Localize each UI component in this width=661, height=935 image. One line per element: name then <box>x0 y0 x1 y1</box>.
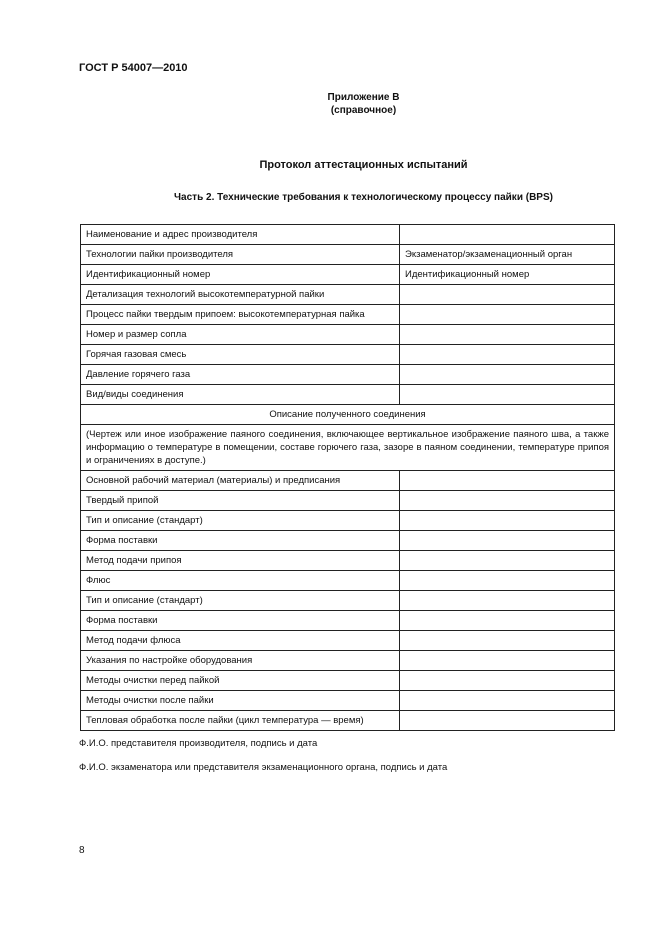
table-row <box>81 345 615 365</box>
table-bottom-section <box>81 471 615 731</box>
row-label-cell: Тепловая обработка после пайки (цикл температура — время) <box>81 711 400 731</box>
table-row <box>81 611 615 631</box>
row-value-cell[interactable] <box>400 305 615 325</box>
table-row <box>81 225 615 245</box>
row-value-cell[interactable] <box>400 611 615 631</box>
row-value-cell[interactable] <box>400 571 615 591</box>
table-row <box>81 285 615 305</box>
row-label-cell: Основной рабочий материал (материалы) и предписания <box>81 471 400 491</box>
protocol-title: Протокол аттестационных испытаний <box>259 159 468 171</box>
section-header-cell: Описание полученного соединения <box>81 405 615 425</box>
table-row <box>81 651 615 671</box>
row-label-cell: Тип и описание (стандарт) <box>81 591 400 611</box>
row-label-cell: Вид/виды соединения <box>81 385 400 405</box>
row-value-cell[interactable] <box>400 511 615 531</box>
table-row <box>81 511 615 531</box>
protocol-table <box>80 224 615 731</box>
table-row <box>81 305 615 325</box>
table-row <box>81 711 615 731</box>
row-value-cell[interactable] <box>400 385 615 405</box>
row-value-cell[interactable] <box>400 631 615 651</box>
row-label-cell: Горячая газовая смесь <box>81 345 400 365</box>
annex-heading <box>33 91 661 117</box>
annex-kind: (справочное) <box>330 105 397 116</box>
row-value-cell[interactable] <box>400 711 615 731</box>
table-row <box>81 425 615 471</box>
row-label-cell: Флюс <box>81 571 400 591</box>
row-label-cell: Методы очистки после пайки <box>81 691 400 711</box>
table-row <box>81 265 615 285</box>
row-value-cell[interactable] <box>400 691 615 711</box>
row-label-cell: Процесс пайки твердым припоем: высокотемпературная пайка <box>81 305 400 325</box>
row-label-cell: Наименование и адрес производителя <box>81 225 400 245</box>
manufacturer-signature-line: Ф.И.О. представителя производителя, подпись и дата <box>79 738 318 749</box>
row-value-cell[interactable] <box>400 365 615 385</box>
row-value-cell[interactable] <box>400 225 615 245</box>
row-label-cell: Детализация технологий высокотемпературной пайки <box>81 285 400 305</box>
protocol-subtitle: Часть 2. Технические требования к технологическому процессу пайки (BPS) <box>174 192 553 203</box>
row-label-cell: Технологии пайки производителя <box>81 245 400 265</box>
row-value-cell[interactable] <box>400 671 615 691</box>
row-value-cell[interactable]: Идентификационный номер <box>400 265 615 285</box>
page-number: 8 <box>79 845 85 856</box>
examiner-signature-line: Ф.И.О. экзаменатора или представителя экзаменационного органа, подпись и дата <box>79 762 448 773</box>
row-value-cell[interactable] <box>400 345 615 365</box>
table-row <box>81 325 615 345</box>
table-row <box>81 671 615 691</box>
row-value-cell[interactable] <box>400 531 615 551</box>
row-value-cell[interactable]: Экзаменатор/экзаменационный орган <box>400 245 615 265</box>
table-row <box>81 571 615 591</box>
table-row <box>81 385 615 405</box>
table-row <box>81 471 615 491</box>
table-middle-section <box>81 405 615 471</box>
row-label-cell: Давление горячего газа <box>81 365 400 385</box>
row-value-cell[interactable] <box>400 551 615 571</box>
table-row <box>81 591 615 611</box>
row-value-cell[interactable] <box>400 471 615 491</box>
row-label-cell: Форма поставки <box>81 611 400 631</box>
table-row <box>81 531 615 551</box>
row-value-cell[interactable] <box>400 651 615 671</box>
note-cell: (Чертеж или иное изображение паяного соединения, включающее вертикальное изображение паяного шва, а также информацию о температуре в помещении, составе горючего газа, зазоре в паяном соединении, температуре припоя и ограничениях в доступе.) <box>81 425 615 471</box>
row-label-cell: Форма поставки <box>81 531 400 551</box>
annex-title: Приложение В <box>327 92 400 103</box>
row-value-cell[interactable] <box>400 325 615 345</box>
table-top-section <box>81 225 615 405</box>
row-label-cell: Твердый припой <box>81 491 400 511</box>
row-value-cell[interactable] <box>400 285 615 305</box>
table-row <box>81 691 615 711</box>
row-label-cell: Указания по настройке оборудования <box>81 651 400 671</box>
row-value-cell[interactable] <box>400 591 615 611</box>
row-label-cell: Номер и размер сопла <box>81 325 400 345</box>
table-row <box>81 245 615 265</box>
row-label-cell: Метод подачи припоя <box>81 551 400 571</box>
row-label-cell: Тип и описание (стандарт) <box>81 511 400 531</box>
table-row <box>81 405 615 425</box>
table-row <box>81 551 615 571</box>
row-label-cell: Идентификационный номер <box>81 265 400 285</box>
table-row <box>81 365 615 385</box>
row-label-cell: Метод подачи флюса <box>81 631 400 651</box>
row-label-cell: Методы очистки перед пайкой <box>81 671 400 691</box>
row-value-cell[interactable] <box>400 491 615 511</box>
table-row <box>81 491 615 511</box>
table-row <box>81 631 615 651</box>
document-code: ГОСТ Р 54007—2010 <box>79 62 188 74</box>
